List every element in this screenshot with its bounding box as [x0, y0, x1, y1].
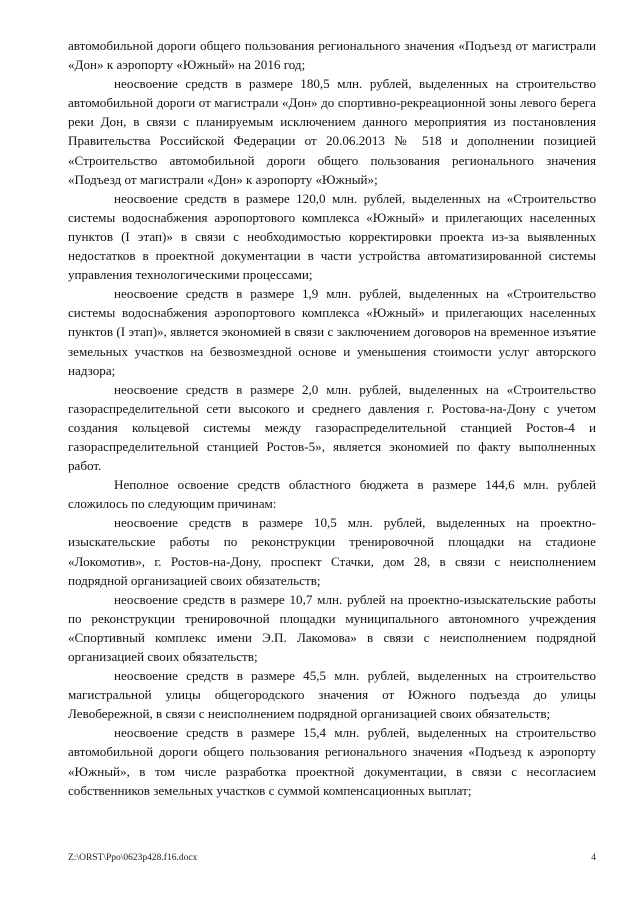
document-body: [68, 36, 596, 800]
paragraph: неосвоение средств в размере 10,5 млн. рублей, выделенных на проектно-изыскательские работы по реконструкции тренировочной площадки на стадионе «Локомотив», г. Ростов-на-Дону, проспект Стачки, дом 28, в связи с неисполнением подрядной организацией своих обязательств;: [68, 515, 596, 588]
paragraph: автомобильной дороги общего пользования регионального значения «Подъезд от магистрали «Дон» к аэропорту «Южный» на 2016 год;: [68, 38, 596, 73]
paragraph: неосвоение средств в размере 1,9 млн. рублей, выделенных на «Строительство системы водоснабжения аэропортового комплекса «Южный» и прилегающих населенных пунктов (I этап)», является экономией в связи с заключением договоров на временное изъятие земельных участков на безвозмездной основе и уменьшения стоимости услуг авторского надзора;: [68, 286, 596, 378]
paragraph: Неполное освоение средств областного бюджета в размере 144,6 млн. рублей сложилось по следующим причинам:: [68, 477, 596, 512]
paragraph: неосвоение средств в размере 45,5 млн. рублей, выделенных на строительство магистральной улицы общегородского значения от Южного подъезда до улицы Левобережной, в связи с неисполнением подрядной организацией своих обязательств;: [68, 668, 596, 722]
paragraph: неосвоение средств в размере 180,5 млн. рублей, выделенных на строительство автомобильной дороги от магистрали «Дон» до спортивно-рекреационной зоны левого берега реки Дон, в связи с планируемым исключением данного мероприятия из постановления Правительства Российской Федерации от 20.06.2013 № 518 и дополнении позицией «Строительство автомобильной дороги общего пользования регионального значения «Подъезд от магистрали «Дон» к аэропорту «Южный»;: [68, 76, 596, 187]
paragraph: неосвоение средств в размере 2,0 млн. рублей, выделенных на «Строительство газораспределительной сети высокого и среднего давления г. Ростова-на-Дону с учетом создания кольцевой системы между газораспределительной станцией Ростов-4 и газораспределительной станцией Ростов-5», является экономией по факту выполненных работ.: [68, 381, 596, 474]
paragraph: неосвоение средств в размере 120,0 млн. рублей, выделенных на «Строительство системы водоснабжения аэропортового комплекса «Южный» и прилегающих населенных пунктов (I этап)» в связи с необходимостью корректировки проекта из-за выявленных недостатков в проектной документации в части устройства автоматизированной системы управления технологическими процессами;: [68, 190, 596, 283]
paragraph: неосвоение средств в размере 10,7 млн. рублей на проектно-изыскательские работы по реконструкции тренировочной площадки муниципального автономного учреждения «Спортивный комплекс имени Э.П. Лакомова» в связи с неисполнением подрядной организацией своих обязательств;: [68, 591, 596, 664]
footer-page-number: 4: [591, 853, 596, 863]
footer-file-path: Z:\ORST\Ppo\0623p428.f16.docx: [68, 853, 198, 863]
paragraph: неосвоение средств в размере 15,4 млн. рублей, выделенных на строительство автомобильной дороги общего пользования регионального значения «Подъезд к аэропорту «Южный», в том числе разработка проектной документации, в связи с несогласием собственников земельных участков с суммой компенсационных выплат;: [68, 725, 596, 798]
